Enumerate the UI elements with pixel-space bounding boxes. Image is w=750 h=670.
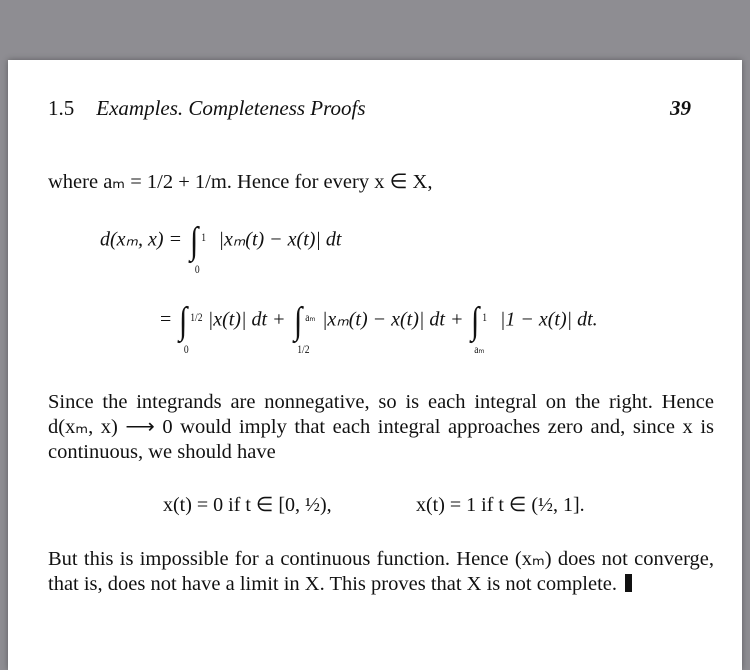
conclusion-text: But this is impossible for a continuous function. Hence (xₘ) does not converge, that is, does not have a limit in X. This proves that X is not complete. xyxy=(48,548,714,595)
integral-sign: ∫ 1/2 0 xyxy=(179,302,187,340)
integral-lower-limit: 0 xyxy=(194,262,200,276)
book-page xyxy=(8,60,742,670)
integral-sign: ∫ 1 0 xyxy=(190,222,198,260)
integral-upper-limit: 1 xyxy=(201,230,207,244)
eq1-integrand: |xₘ(t) − x(t)| dt xyxy=(218,228,342,251)
running-header xyxy=(48,96,366,121)
qed-mark xyxy=(625,574,632,592)
equation-split xyxy=(160,300,598,356)
section-title: Examples. Completeness Proofs xyxy=(96,96,366,120)
case-zero: x(t) = 0 if t ∈ [0, ½), xyxy=(163,494,332,516)
eq1-lhs: d(xₘ, x) = xyxy=(100,228,183,251)
integral-upper-limit: aₘ xyxy=(304,310,316,324)
case-one: x(t) = 1 if t ∈ (½, 1]. xyxy=(416,494,585,516)
paragraph-integrands: Since the integrands are nonnegative, so is each integral on the right. Hence d(xₘ, x) ⟶ 0 would imply that each integral approaches zero and, since x is continuous, we should have xyxy=(48,391,714,463)
integral-lower-limit: 1/2 xyxy=(296,342,310,356)
integral-lower-limit: aₘ xyxy=(474,342,485,356)
eq2-integrand-3: |1 − x(t)| dt. xyxy=(499,308,598,331)
eq2-integrand-1: |x(t)| dt + xyxy=(207,308,286,331)
integral-upper-limit: 1/2 xyxy=(190,310,203,324)
integral-sign: ∫ aₘ 1/2 xyxy=(294,302,302,340)
integral-sign: ∫ 1 aₘ xyxy=(471,302,479,340)
equation-distance xyxy=(100,220,342,276)
page-number: 39 xyxy=(670,96,691,120)
intro-line: where aₘ = 1/2 + 1/m. Hence for every x ∈ X, xyxy=(48,171,433,193)
eq2-prefix: = xyxy=(160,308,172,331)
eq2-integrand-2: |xₘ(t) − x(t)| dt + xyxy=(321,308,464,331)
section-number: 1.5 xyxy=(48,96,75,120)
paragraph-conclusion xyxy=(48,547,714,597)
integral-upper-limit: 1 xyxy=(482,310,488,324)
integral-lower-limit: 0 xyxy=(184,342,189,356)
